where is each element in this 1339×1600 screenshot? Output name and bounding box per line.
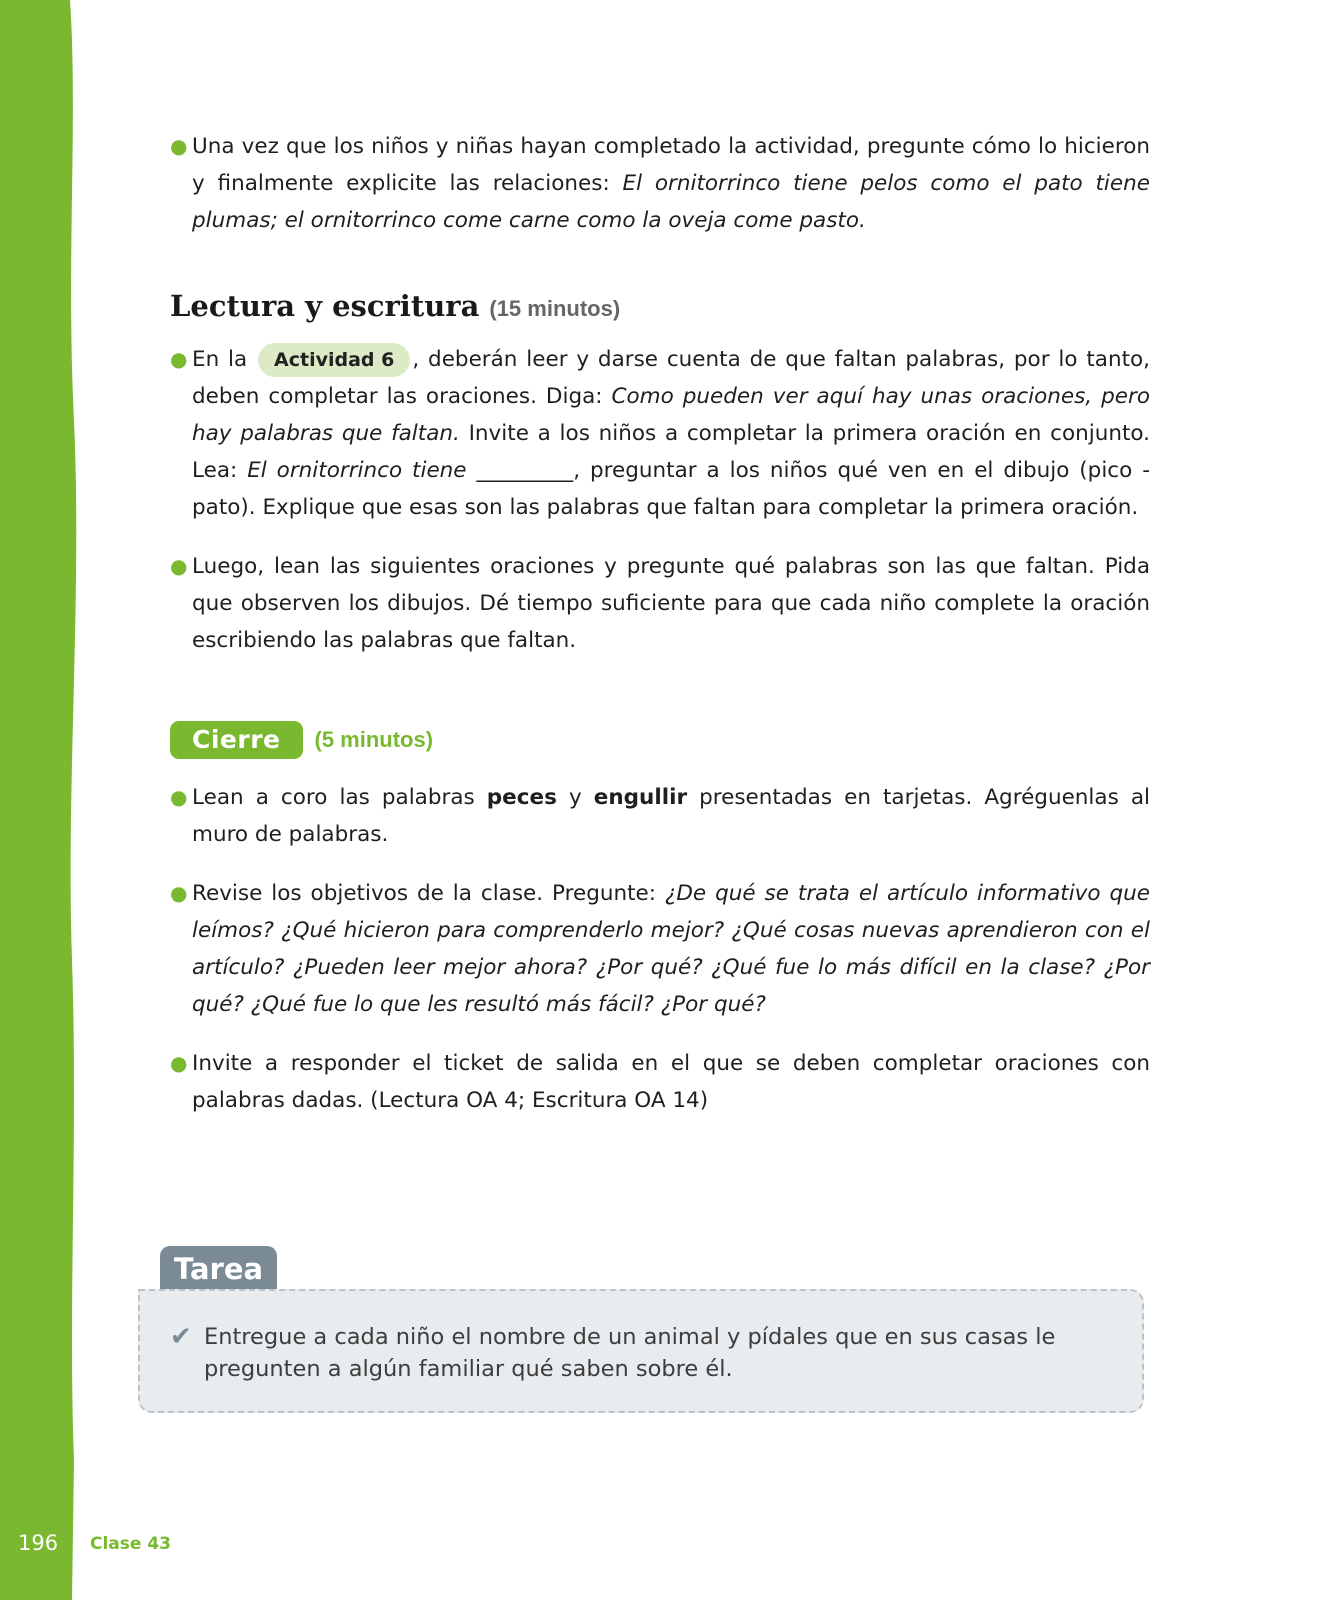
- tarea-tab: Tarea: [160, 1246, 277, 1290]
- section-time: (15 minutos): [489, 296, 621, 321]
- section-title: Lectura y escritura: [170, 289, 480, 323]
- paragraph: [192, 128, 1150, 239]
- footer-label: Clase 43: [90, 1534, 171, 1554]
- paragraph-italic: El ornitorrinco tiene pelos como el pato tiene plumas; el ornitorrinco come carne como la oveja come pasto.: [192, 171, 1150, 233]
- paragraph-text: En la: [192, 347, 248, 372]
- activity-pill: Actividad 6: [258, 343, 410, 377]
- main-content: [170, 128, 1150, 1141]
- paragraph: [192, 341, 1150, 526]
- bullet-icon: ●: [170, 347, 188, 371]
- paragraph-text: , deberán leer y darse cuenta de que faltan palabras, por lo tanto, deben completar las oraciones. Diga:: [192, 347, 1150, 409]
- cierre-time: (5 minutos): [314, 727, 434, 752]
- list-item: [170, 548, 1150, 659]
- paragraph: [192, 875, 1150, 1023]
- list-item: [170, 779, 1150, 853]
- page-number: 196: [18, 1531, 59, 1555]
- paragraph: Luego, lean las siguientes oraciones y pregunte qué palabras son las que faltan. Pida que observen los dibujos. Dé tiempo suficiente para que cada niño complete la oración escribiendo las palabras que faltan.: [192, 554, 1150, 653]
- paragraph-italic: Como pueden ver aquí hay unas oraciones, pero hay palabras que faltan.: [192, 384, 1150, 446]
- list-item: [170, 128, 1150, 239]
- paragraph-text: Una vez que los niños y niñas hayan completado la actividad, pregunte cómo lo hicieron y finalmente explicite las relaciones:: [192, 134, 1150, 196]
- list-item: [170, 1045, 1150, 1119]
- bullet-icon: ●: [170, 881, 188, 905]
- section-heading-lectura: [170, 289, 1150, 323]
- paragraph-italic: El ornitorrinco tiene _________: [247, 458, 574, 483]
- paragraph-text: y: [556, 785, 594, 810]
- paragraph-text: presentadas en tarjetas. Agréguenlas al muro de palabras.: [192, 785, 1150, 847]
- list-item: [170, 341, 1150, 526]
- tarea-box: [138, 1289, 1144, 1413]
- bullet-icon: ●: [170, 134, 188, 158]
- tarea-text: Entregue a cada niño el nombre de un animal y pídales que en sus casas le pregunten a algún familiar qué saben sobre él.: [204, 1324, 1056, 1382]
- paragraph-text: Revise los objetivos de la clase. Pregunte:: [192, 881, 665, 906]
- bold-word: peces: [486, 785, 557, 810]
- green-side-band: [0, 0, 80, 1600]
- bullet-icon: ●: [170, 785, 188, 809]
- paragraph-text: Invite a los niños a completar la primera oración en conjunto. Lea:: [192, 421, 1150, 483]
- paragraph-text: , preguntar a los niños qué ven en el dibujo (pico - pato). Explique que esas son las palabras que faltan para completar la primera oración.: [192, 458, 1150, 520]
- section-heading-cierre: [170, 721, 1150, 759]
- paragraph: Invite a responder el ticket de salida en el que se deben completar oraciones con palabras dadas. (Lectura OA 4; Escritura OA 14): [192, 1051, 1150, 1113]
- checkmark-icon: ✔: [170, 1322, 192, 1352]
- bullet-icon: ●: [170, 554, 188, 578]
- paragraph-italic: ¿De qué se trata el artículo informativo que leímos? ¿Qué hicieron para comprenderlo mejor? ¿Qué cosas nuevas aprendieron con el artículo? ¿Pueden leer mejor ahora? ¿Por qué? ¿Qué fue lo más difícil en la clase? ¿Por qué? ¿Qué fue lo que les resultó más fácil? ¿Por qué?: [192, 881, 1150, 1017]
- bullet-icon: ●: [170, 1051, 188, 1075]
- paragraph-text: Lean a coro las palabras: [192, 785, 487, 810]
- bold-word: engullir: [593, 785, 688, 810]
- paragraph: [192, 779, 1150, 853]
- cierre-label: Cierre: [170, 721, 303, 759]
- list-item: [170, 875, 1150, 1023]
